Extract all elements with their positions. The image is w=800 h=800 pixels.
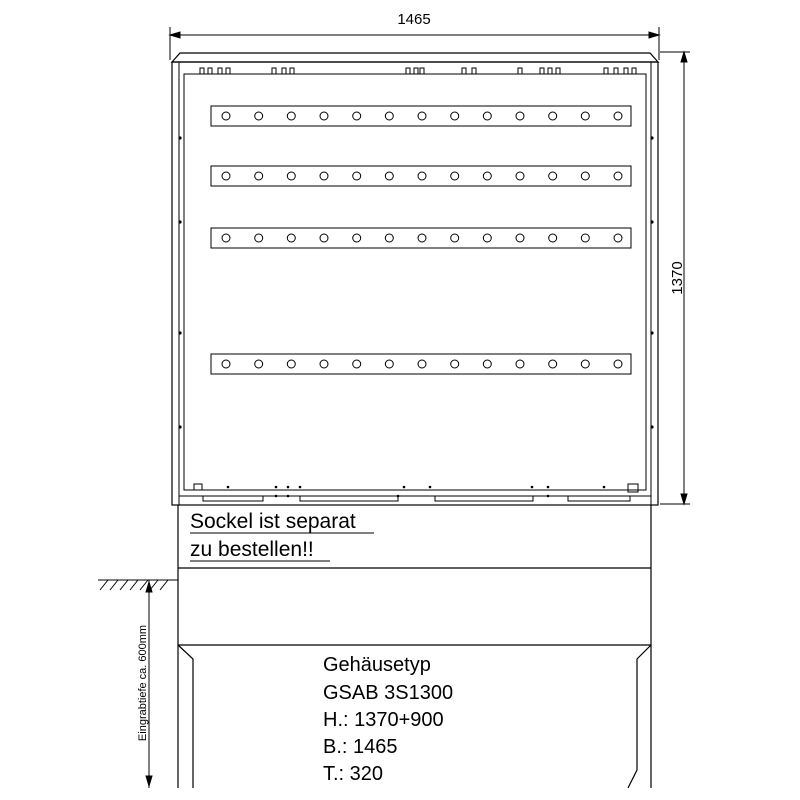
busbar-hole — [385, 172, 393, 180]
busbar-hole — [614, 112, 622, 120]
busbar-hole — [222, 234, 230, 242]
busbar-hole — [320, 360, 328, 368]
top-mounting-clips — [200, 68, 636, 74]
busbar-rails — [211, 106, 631, 374]
busbar-hole — [614, 360, 622, 368]
busbar-hole — [516, 360, 524, 368]
busbar-hole — [385, 360, 393, 368]
busbar-hole — [418, 172, 426, 180]
busbar-hole — [549, 360, 557, 368]
busbar-hole — [483, 360, 491, 368]
busbar-hole — [320, 172, 328, 180]
height-dimension-label: 1370 — [669, 261, 686, 295]
busbar-hole — [287, 172, 295, 180]
busbar-hole — [353, 172, 361, 180]
busbar-hole — [451, 234, 459, 242]
busbar-rail — [211, 166, 631, 186]
side-fixing-points — [178, 136, 653, 428]
busbar-hole — [418, 234, 426, 242]
busbar-hole — [255, 172, 263, 180]
busbar-rail — [211, 228, 631, 248]
spec-height: H.: 1370+900 — [323, 709, 444, 731]
busbar-hole — [614, 172, 622, 180]
busbar-hole — [614, 234, 622, 242]
busbar-hole — [385, 112, 393, 120]
busbar-hole — [353, 360, 361, 368]
busbar-hole — [255, 112, 263, 120]
busbar-hole — [549, 172, 557, 180]
busbar-hole — [320, 234, 328, 242]
busbar-hole — [320, 112, 328, 120]
busbar-hole — [418, 360, 426, 368]
busbar-hole — [287, 234, 295, 242]
busbar-hole — [516, 172, 524, 180]
spec-housing-type: Gehäusetyp — [323, 654, 431, 676]
enclosure-housing — [172, 53, 658, 505]
busbar-rail — [211, 354, 631, 374]
busbar-hole — [516, 234, 524, 242]
busbar-hole — [451, 172, 459, 180]
ground-line — [98, 580, 178, 590]
busbar-rail — [211, 106, 631, 126]
busbar-hole — [549, 234, 557, 242]
burial-depth-label: Eingrabtiefe ca. 600mm — [137, 624, 149, 742]
busbar-hole — [581, 112, 589, 120]
busbar-hole — [451, 112, 459, 120]
busbar-hole — [451, 360, 459, 368]
width-dimension — [170, 27, 659, 60]
width-dimension-label: 1465 — [397, 11, 431, 28]
busbar-hole — [255, 360, 263, 368]
busbar-hole — [353, 234, 361, 242]
busbar-hole — [287, 112, 295, 120]
busbar-hole — [385, 234, 393, 242]
busbar-hole — [581, 360, 589, 368]
busbar-hole — [483, 112, 491, 120]
busbar-hole — [483, 172, 491, 180]
busbar-hole — [516, 112, 524, 120]
note-line-2: zu bestellen!! — [190, 538, 314, 561]
busbar-hole — [222, 360, 230, 368]
spec-width: B.: 1465 — [323, 736, 398, 758]
busbar-hole — [222, 112, 230, 120]
busbar-hole — [581, 234, 589, 242]
busbar-hole — [418, 112, 426, 120]
note-line-1: Sockel ist separat — [190, 510, 356, 533]
spec-model: GSAB 3S1300 — [323, 682, 454, 704]
busbar-hole — [353, 112, 361, 120]
busbar-hole — [287, 360, 295, 368]
busbar-hole — [581, 172, 589, 180]
bottom-frame — [194, 484, 638, 501]
busbar-hole — [222, 172, 230, 180]
busbar-hole — [255, 234, 263, 242]
spec-depth: T.: 320 — [323, 763, 384, 785]
busbar-hole — [483, 234, 491, 242]
busbar-hole — [549, 112, 557, 120]
